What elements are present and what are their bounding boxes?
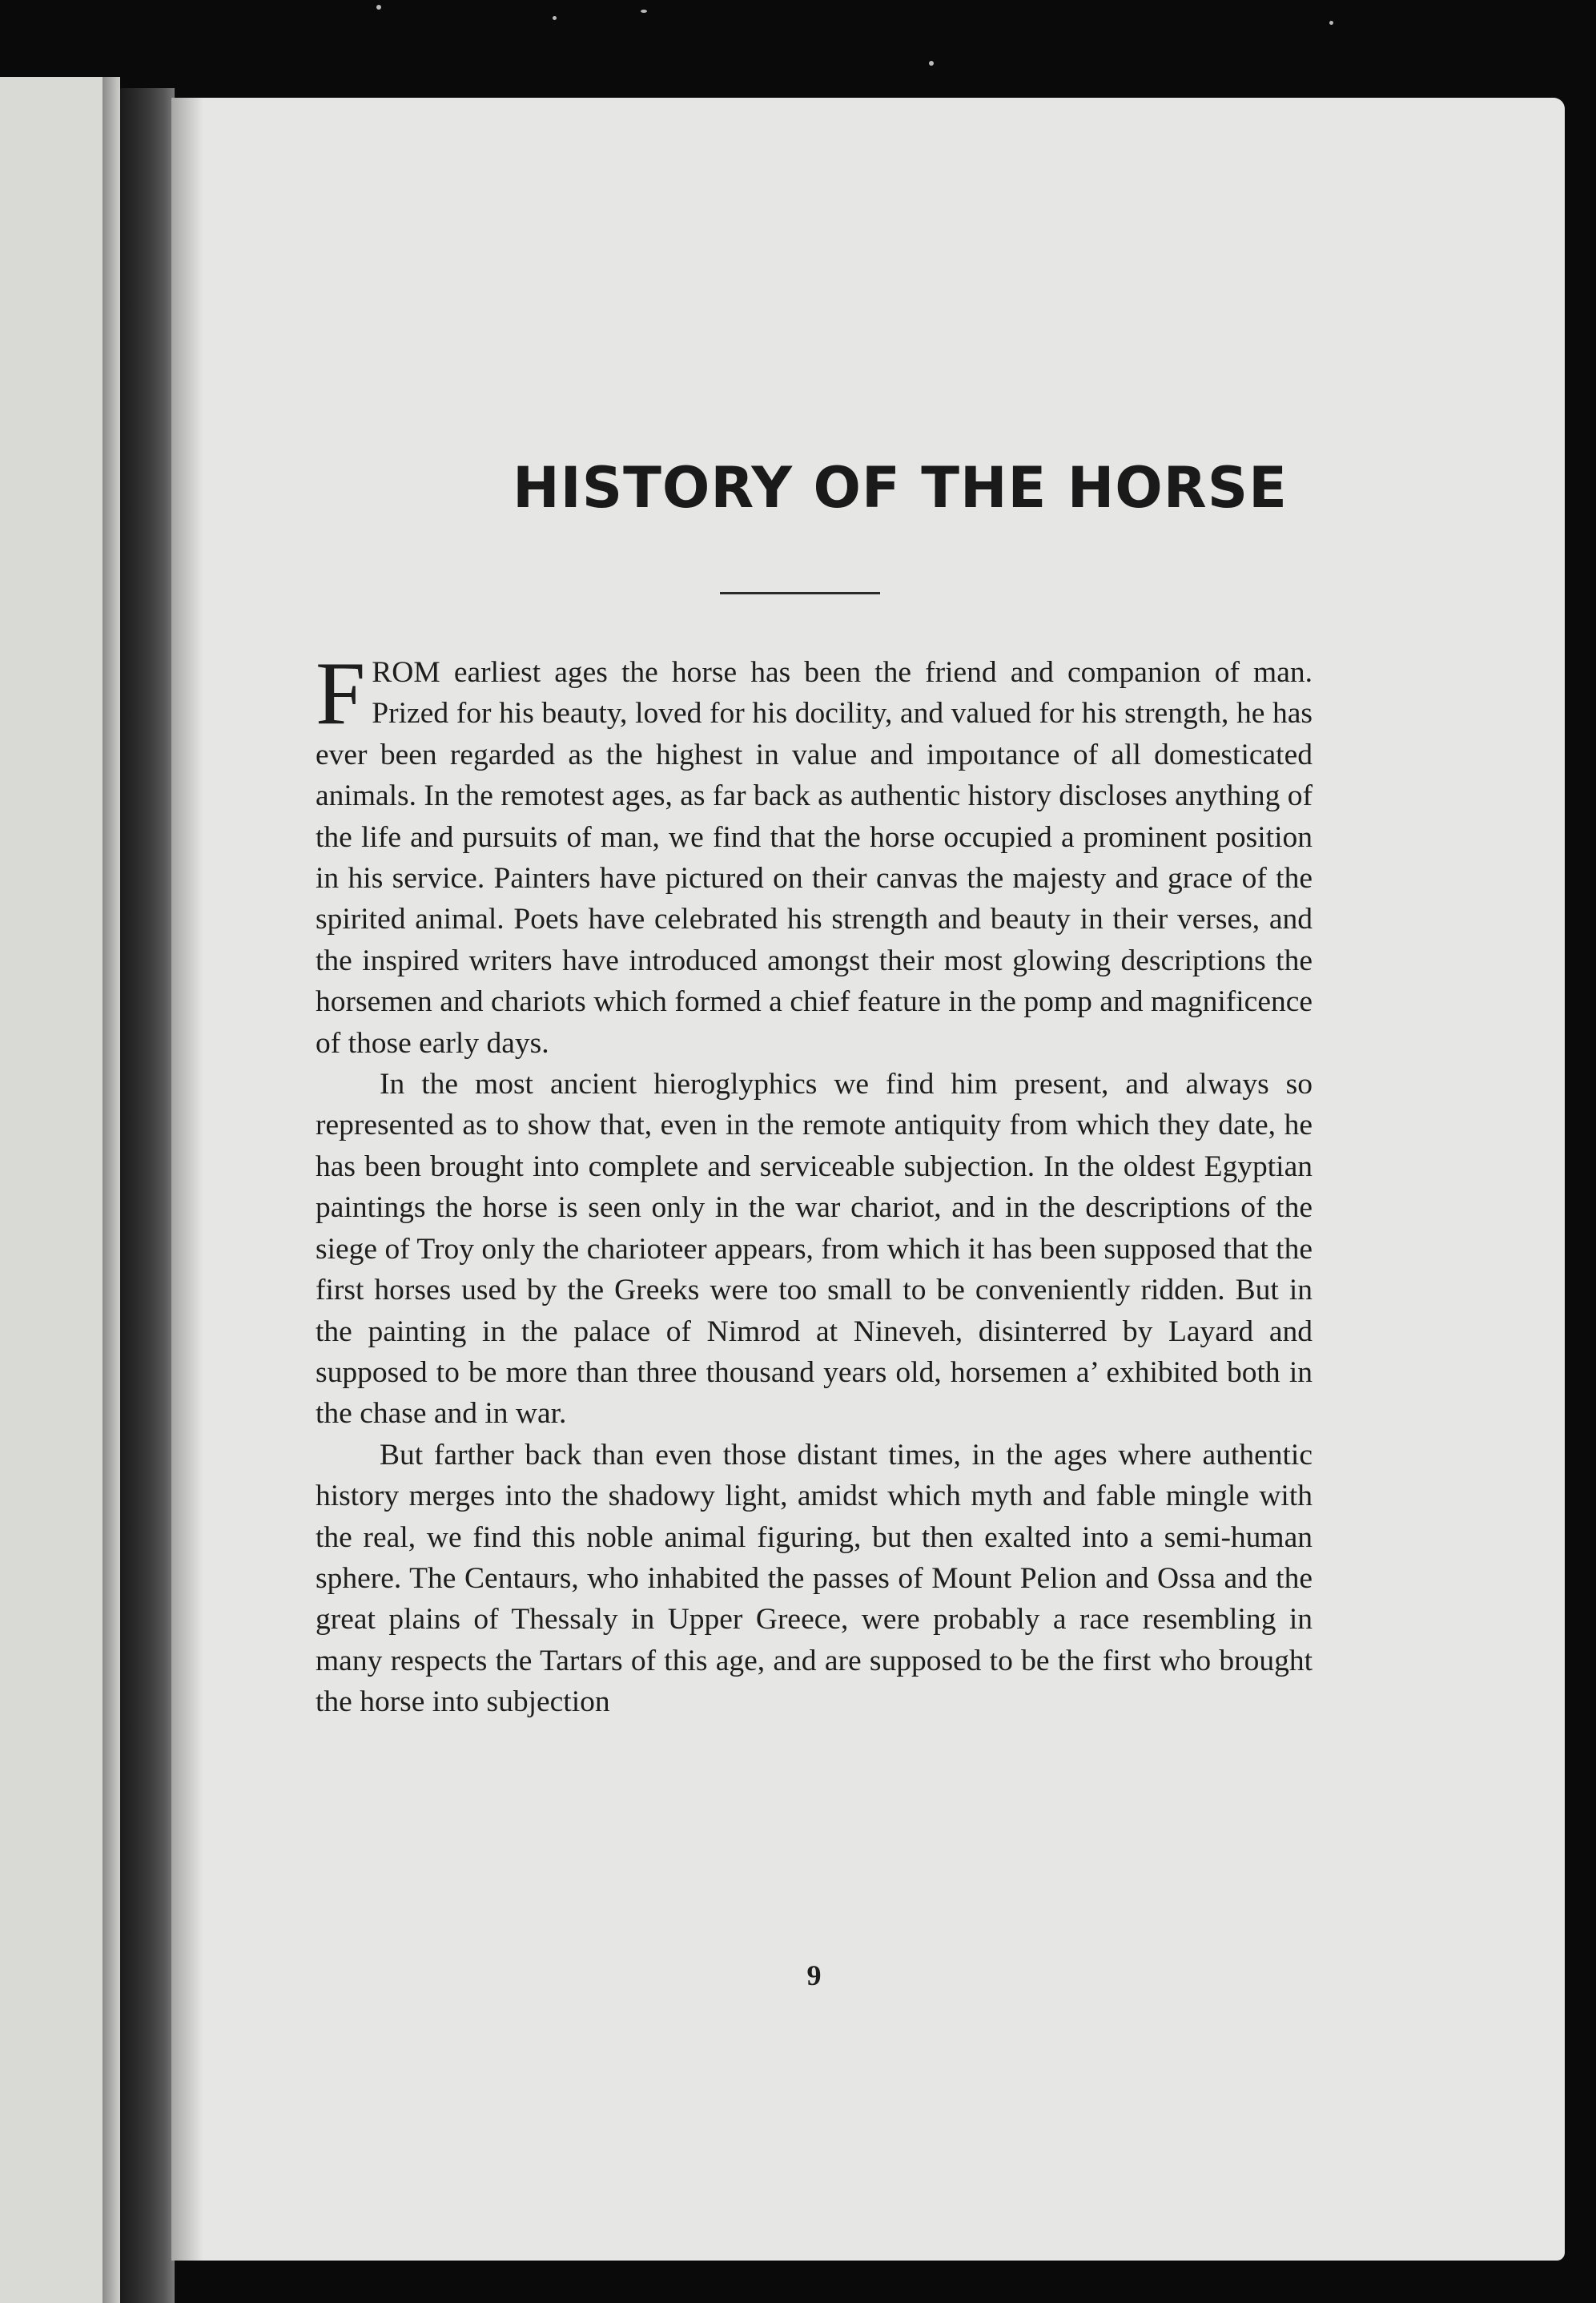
facing-page-shadow <box>103 77 120 2303</box>
page-number: 9 <box>806 1959 822 1991</box>
paragraph-2: In the most ancient hieroglyphics we find him present, and always so represented as to show that, even in the remote antiquity from which they date, he has been brought into complete and serviceable subjection. In the oldest Egyptian paintings the horse is seen only in the war chariot, and in the descriptions of the siege of Troy only the charioteer appears, from which it has been supposed that the first horses used by the Greeks were too small to be conveniently ridden. But in the painting in the palace of Nimrod at Nineveh, disinterred by Layard and supposed to be more than three thousand years old, horsemen a’ exhibited both in the chase and in war. <box>316 1068 1313 1431</box>
dust-speck <box>641 10 647 13</box>
dust-speck <box>553 16 557 20</box>
gutter-shadow <box>171 98 203 2261</box>
title-rule <box>720 592 880 594</box>
paragraph-1 <box>316 644 1313 1064</box>
page-title: HISTORY OF THE HORSE <box>513 455 1288 521</box>
drop-cap: F <box>316 644 366 743</box>
book-page <box>171 98 1565 2261</box>
paragraph-3: But farther back than even those distant times, in the ages where authentic history merges into the shadowy light, amidst which myth and fable mingle with the real, we find this noble animal figuring, but then exalted into a semi-human sphere. The Centaurs, who inhabited the passes of Mount Pelion and Ossa and the great plains of Thessaly in Upper Greece, were probably a race resembling in many respects the Tartars of this age, and are supposed to be the first who brought the horse into subjection <box>316 1438 1313 1719</box>
dust-speck <box>1329 21 1333 25</box>
paragraph-1-text: ROM earliest ages the horse has been the friend and companion of man. Prized for his beauty, loved for his docility, and valued for his strength, he has ever been regarded as the highest in value and impoıtance of all domesticated animals. In the remotest ages, as far back as authentic history discloses anything of the life and pursuits of man, we find that the horse occupied a prominent position in his service. Painters have pictured on their canvas the majesty and grace of the spirited animal. Poets have celebrated his strength and beauty in their verses, and the inspired writers have introduced amongst their most glowing descriptions the horsemen and chariots which formed a chief feature in the pomp and magnificence of those early days. <box>316 656 1313 1060</box>
book-spine <box>120 88 175 2303</box>
dust-speck <box>929 61 934 66</box>
dust-speck <box>376 5 381 10</box>
body-text <box>316 644 1313 1723</box>
